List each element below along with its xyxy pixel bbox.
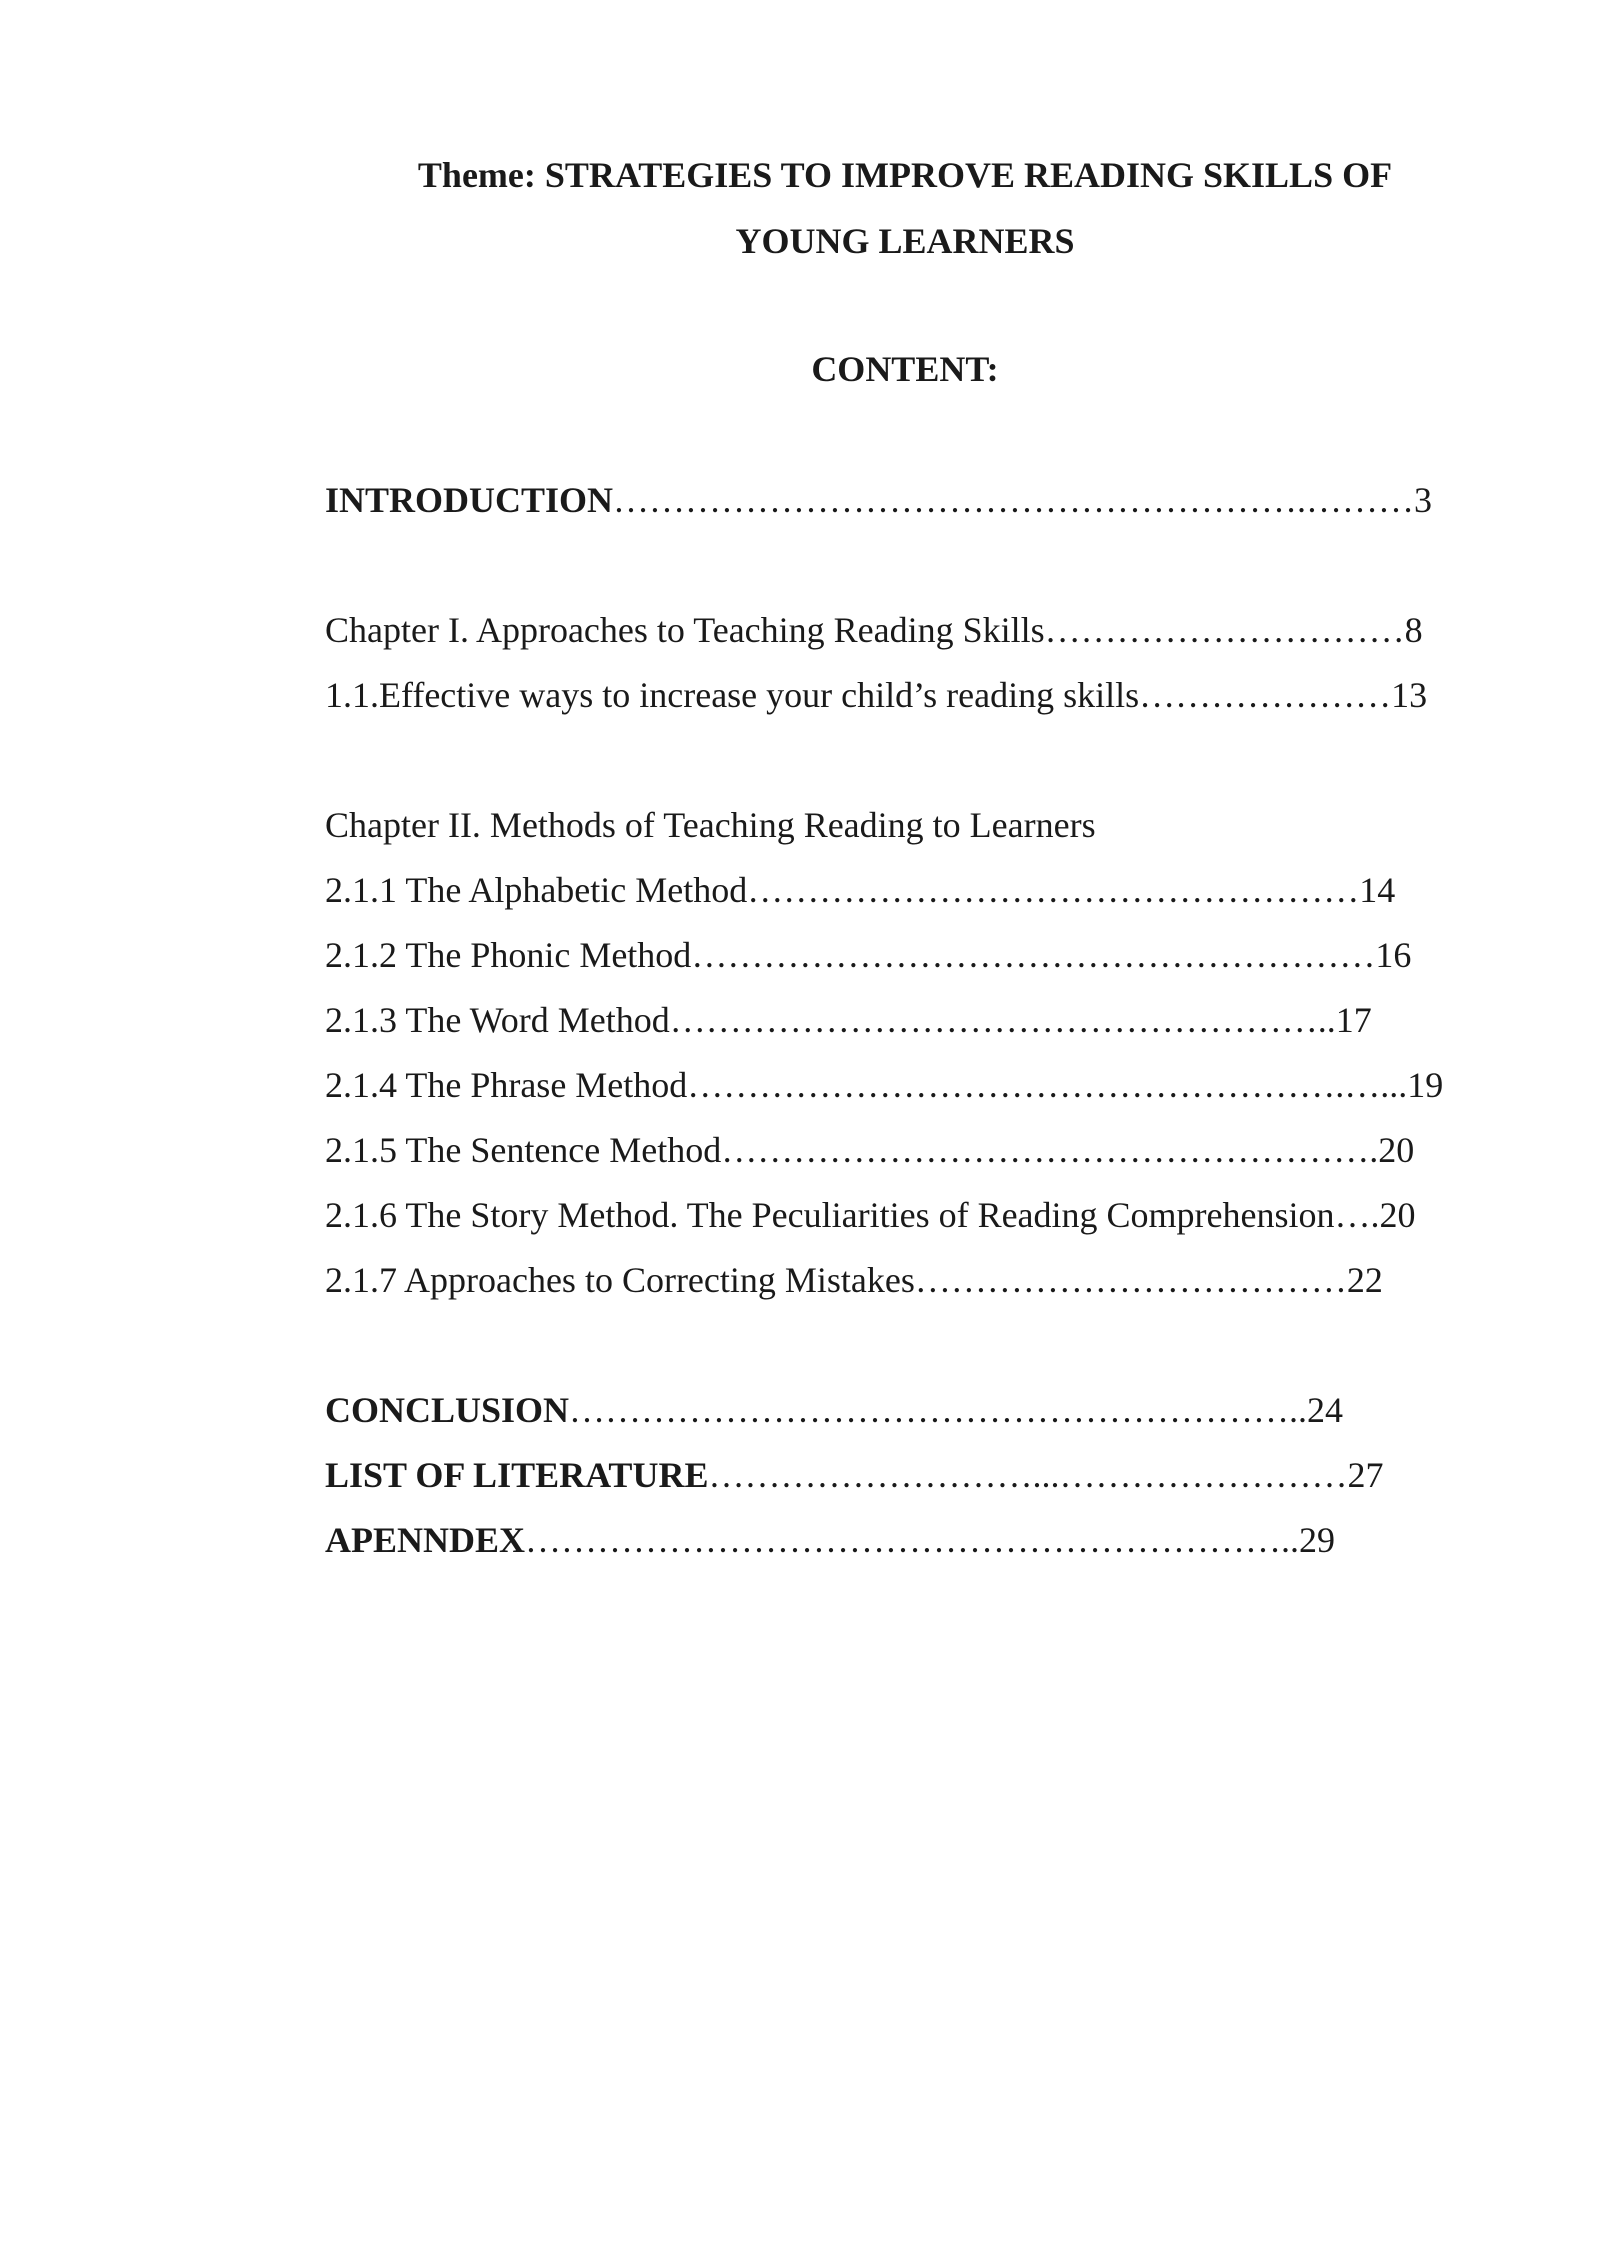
- title-line-2: YOUNG LEARNERS: [735, 221, 1075, 261]
- toc-leader: ………………………………………………………..: [525, 1520, 1300, 1560]
- toc-leader: ……………………………………………: [747, 870, 1360, 910]
- toc-label: CONCLUSION: [325, 1390, 570, 1430]
- toc-label: LIST OF LITERATURE: [325, 1455, 709, 1495]
- toc-entry-chapter-2: [325, 803, 1096, 847]
- toc-page: 29: [1299, 1520, 1336, 1560]
- toc-label: 2.1.3 The Word Method: [325, 1000, 670, 1040]
- toc-label: Chapter II. Methods of Teaching Reading to Learners: [325, 805, 1096, 845]
- toc-label: 2.1.2 The Phonic Method: [325, 935, 692, 975]
- toc-entry-2-1-5: [325, 1128, 1414, 1172]
- toc-leader: ………………………………………………..: [669, 1000, 1336, 1040]
- toc-entry-appendix: [325, 1518, 1335, 1562]
- toc-entry-chapter-1: [325, 608, 1423, 652]
- toc-leader: ………………………………: [914, 1260, 1347, 1300]
- toc-page: 8: [1404, 610, 1423, 650]
- toc-label: 2.1.1 The Alphabetic Method: [325, 870, 748, 910]
- toc-entry-1-1: [325, 673, 1427, 717]
- toc-page: 22: [1346, 1260, 1383, 1300]
- toc-leader: …………………………………………………: [691, 935, 1376, 975]
- toc-page: 3: [1414, 480, 1433, 520]
- toc-leader: ………………………...……………………: [708, 1455, 1348, 1495]
- toc-entry-2-1-6: [325, 1193, 1416, 1237]
- toc-label: INTRODUCTION: [325, 480, 614, 520]
- toc-page: 24: [1307, 1390, 1344, 1430]
- toc-leader: ….: [1334, 1195, 1380, 1235]
- toc-entry-2-1-7: [325, 1258, 1383, 1302]
- toc-leader: ……………………………………………….: [721, 1130, 1379, 1170]
- title-line-1: Theme: STRATEGIES TO IMPROVE READING SKILLS OF: [417, 155, 1393, 195]
- toc-label: 2.1.6 The Story Method. The Peculiarities of Reading Comprehension: [325, 1195, 1335, 1235]
- toc-page: 20: [1378, 1130, 1415, 1170]
- toc-page: 13: [1391, 675, 1428, 715]
- toc-page: 14: [1359, 870, 1396, 910]
- toc-leader: …………………………: [1044, 610, 1405, 650]
- toc-label: APENNDEX: [325, 1520, 526, 1560]
- toc-label: 1.1.Effective ways to increase your child’s reading skills: [325, 675, 1140, 715]
- toc-label: 2.1.5 The Sentence Method: [325, 1130, 722, 1170]
- toc-page: 16: [1375, 935, 1412, 975]
- toc-entry-2-1-3: [325, 998, 1372, 1042]
- content-heading: CONTENT:: [811, 349, 999, 389]
- toc-entry-2-1-2: [325, 933, 1411, 977]
- toc-label: Chapter I. Approaches to Teaching Reading Skills: [325, 610, 1045, 650]
- toc-page: 27: [1347, 1455, 1384, 1495]
- document-title: [300, 142, 1510, 274]
- toc-entry-literature: [325, 1453, 1383, 1497]
- toc-entry-2-1-1: [325, 868, 1395, 912]
- toc-label: 2.1.4 The Phrase Method: [325, 1065, 688, 1105]
- toc-page: 17: [1335, 1000, 1372, 1040]
- toc-leader: ……………………………………………….…...: [687, 1065, 1408, 1105]
- toc-label: 2.1.7 Approaches to Correcting Mistakes: [325, 1260, 915, 1300]
- toc-page: 20: [1379, 1195, 1416, 1235]
- toc-leader: ………………………………………………….………: [613, 480, 1415, 520]
- toc-entry-conclusion: [325, 1388, 1343, 1432]
- toc-leader: ……………………………………………………..: [569, 1390, 1308, 1430]
- toc-entry-2-1-4: [325, 1063, 1443, 1107]
- toc-page: 19: [1407, 1065, 1444, 1105]
- toc-leader: …………………: [1139, 675, 1392, 715]
- toc-entry-introduction: [325, 478, 1432, 522]
